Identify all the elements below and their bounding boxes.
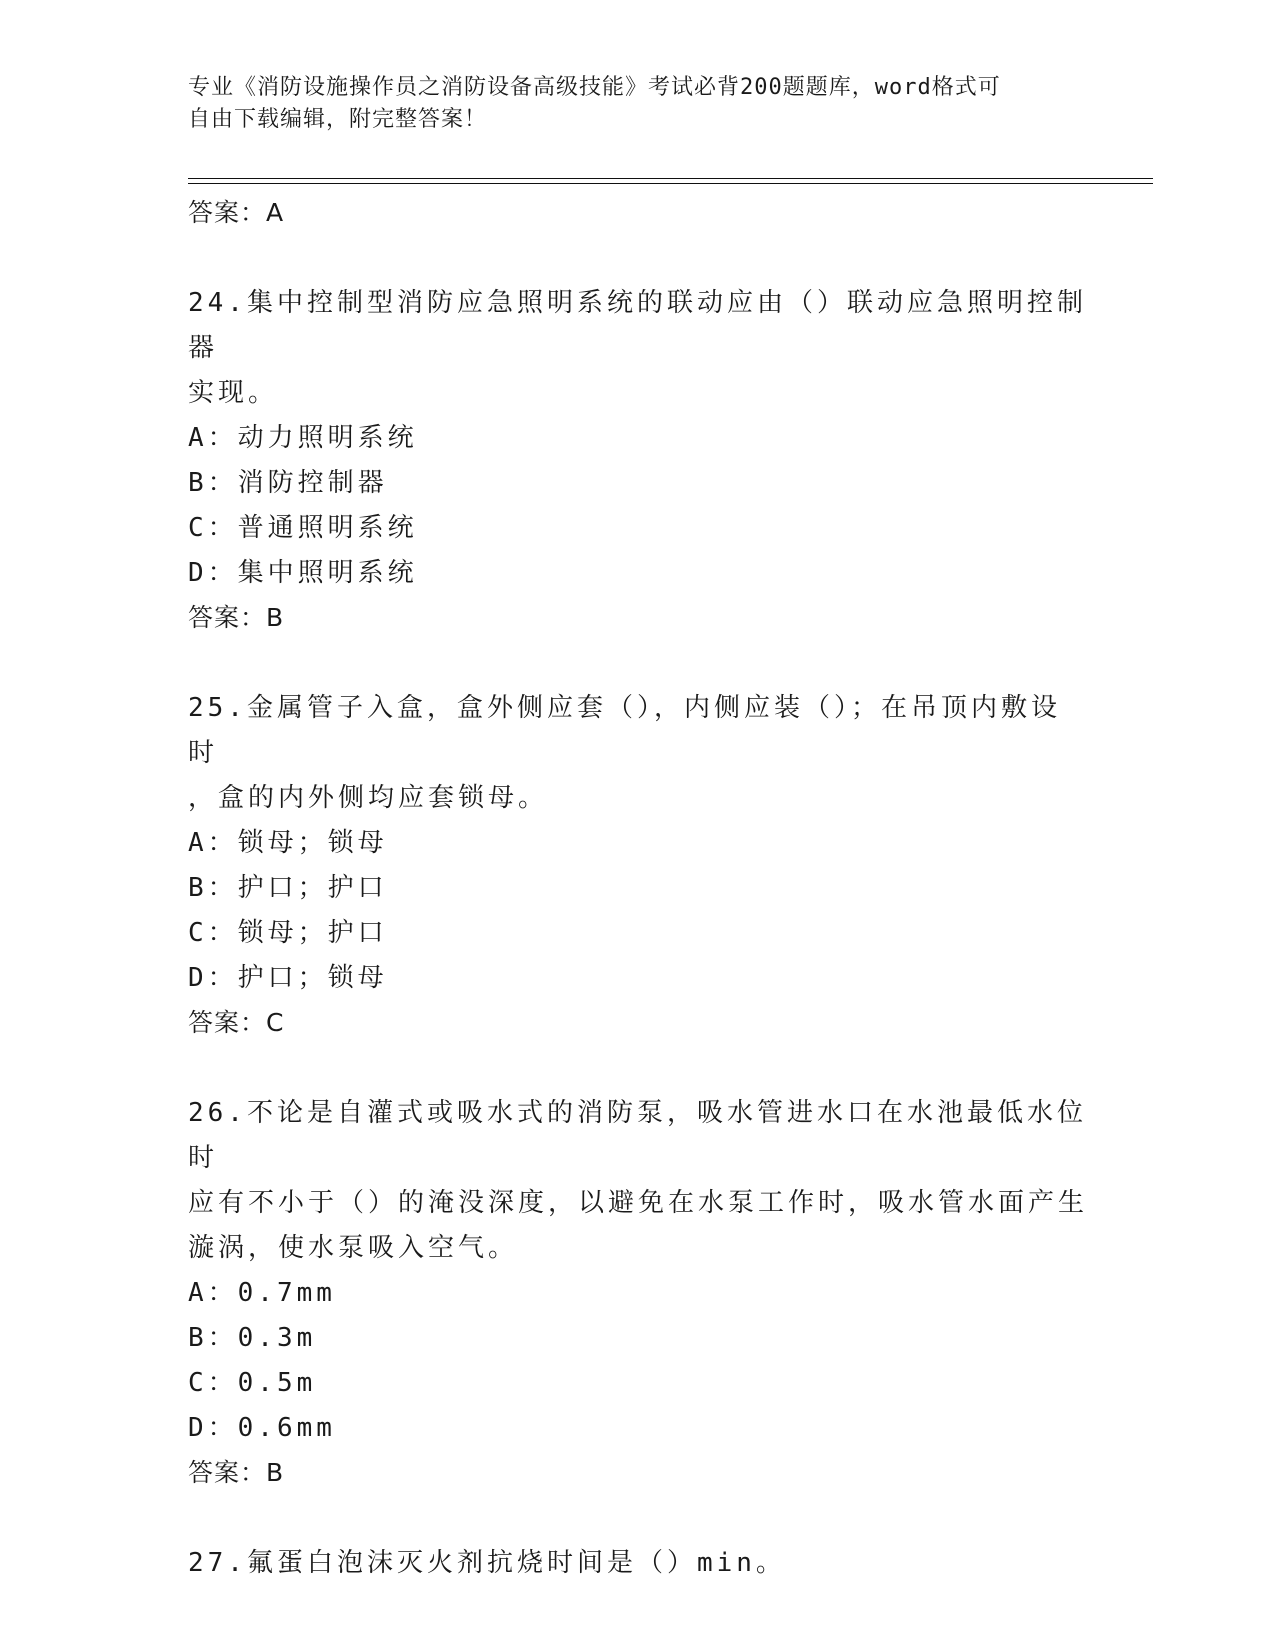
question-26: [188, 1091, 1088, 1495]
question-text-line: 25.金属管子入盒，盒外侧应套（），内侧应装（）；在吊顶内敷设时: [188, 693, 1061, 768]
answer-label: 答案：B: [188, 603, 285, 632]
question-text-line: 应有不小于（）的淹没深度，以避免在水泵工作时，吸水管水面产生: [188, 1188, 1089, 1218]
answer-label: 答案：A: [188, 198, 285, 227]
option-a: A：动力照明系统: [188, 423, 418, 453]
option-a: A：0.7mm: [188, 1278, 336, 1308]
question-27: [188, 1541, 1088, 1586]
option-b: B：0.3m: [188, 1323, 317, 1353]
header-line-1: 专业《消防设施操作员之消防设备高级技能》考试必背200题题库，word格式可: [188, 75, 1001, 100]
question-text-line: ，盒的内外侧均应套锁母。: [188, 783, 549, 813]
question-text-line: 实现。: [188, 378, 279, 408]
document-header: [188, 72, 1068, 136]
question-text-line: 漩涡，使水泵吸入空气。: [188, 1233, 519, 1263]
option-c: C：锁母；护口: [188, 918, 388, 948]
option-d: D：护口；锁母: [188, 963, 388, 993]
question-list: [188, 191, 1088, 1586]
option-a: A：锁母；锁母: [188, 828, 388, 858]
question-text-line: 24.集中控制型消防应急照明系统的联动应由（）联动应急照明控制器: [188, 288, 1087, 363]
header-line-2: 自由下载编辑，附完整答案！: [188, 107, 488, 132]
option-d: D：集中照明系统: [188, 558, 418, 588]
answer-label: 答案：B: [188, 1458, 285, 1487]
answer-label: 答案：C: [188, 1008, 285, 1037]
question-text-line: 26.不论是自灌式或吸水式的消防泵，吸水管进水口在水池最低水位时: [188, 1098, 1087, 1173]
question-25: [188, 686, 1088, 1045]
option-b: B：消防控制器: [188, 468, 388, 498]
question-text-line: 27.氟蛋白泡沫灭火剂抗烧时间是（）min。: [188, 1548, 786, 1578]
header-divider-top: [188, 178, 1153, 179]
option-b: B：护口；护口: [188, 873, 388, 903]
header-divider-bottom: [188, 183, 1153, 184]
option-c: C：普通照明系统: [188, 513, 418, 543]
question-24: [188, 281, 1088, 640]
option-c: C：0.5m: [188, 1368, 317, 1398]
option-d: D：0.6mm: [188, 1413, 336, 1443]
